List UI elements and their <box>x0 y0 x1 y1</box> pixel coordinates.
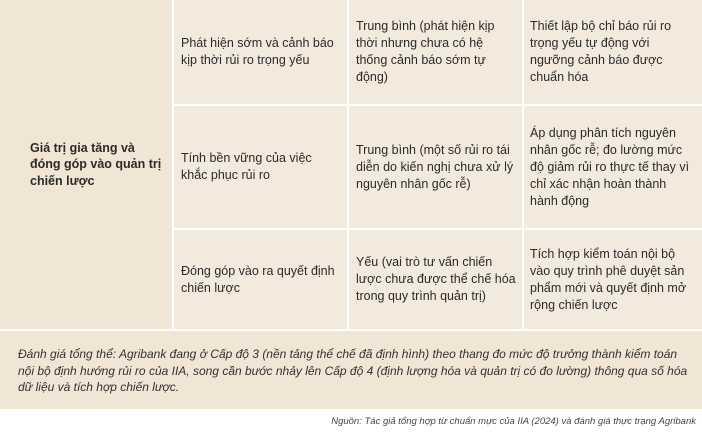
recommendation-cell <box>524 106 702 228</box>
overall-assessment-text: Đánh giá tổng thể: Agribank đang ở Cấp độ 3 (nền tảng thể chế đã định hình) theo thang đo mức độ trưởng thành kiểm toán nội bộ định hướng rủi ro của IIA, song cần bước nhảy lên Cấp độ 4 (định lượng hóa và quản trị có đo lường) thông qua số hóa dữ liệu và tích hợp chiến lược. <box>18 347 688 394</box>
criterion-text: Tính bền vững của việc khắc phục rủi ro <box>181 151 312 182</box>
current-state-cell <box>349 0 522 104</box>
current-state-cell <box>349 106 522 228</box>
recommendation-text: Áp dụng phân tích nguyên nhân gốc rễ; đo lường mức độ giảm rủi ro thực tế thay vì chỉ xác nhận hoàn thành hành động <box>530 125 690 208</box>
criterion-text: Đóng góp vào ra quyết định chiến lược <box>181 263 335 295</box>
recommendation-text: Thiết lập bộ chỉ báo rủi ro trọng yếu tự động với ngưỡng cảnh báo được chuẩn hóa <box>530 19 672 84</box>
source-note: Nguồn: Tác giả tổng hợp từ chuẩn mực của IIA (2024) và đánh giá thực trạng Agribank <box>331 416 696 427</box>
recommendation-cell <box>524 230 702 329</box>
recommendation-text: Tích hợp kiểm toán nội bộ vào quy trình phê duyệt sản phẩm mới và quyết định mở rộng chiến lược <box>530 246 687 312</box>
group-header: Giá trị gia tăng và đóng góp vào quản trị chiến lược <box>30 140 162 188</box>
current-state-text: Yếu (vai trò tư vấn chiến lược chưa được thể chế hóa trong quy trình quản trị) <box>356 255 516 303</box>
group-header-cell <box>0 0 172 329</box>
current-state-text: Trung bình (một số rủi ro tái diễn do kiến nghị chưa xử lý nguyên nhân gốc rễ) <box>356 142 514 191</box>
criterion-text: Phát hiện sớm và cảnh báo kịp thời rủi ro trọng yếu <box>181 36 334 67</box>
overall-assessment <box>0 331 702 409</box>
criterion-cell <box>174 230 347 329</box>
current-state-text: Trung bình (phát hiện kịp thời nhưng chưa có hệ thống cảnh báo sớm tự động) <box>356 19 495 84</box>
current-state-cell <box>349 230 522 329</box>
recommendation-cell <box>524 0 702 104</box>
criterion-cell <box>174 106 347 228</box>
criterion-cell <box>174 0 347 104</box>
